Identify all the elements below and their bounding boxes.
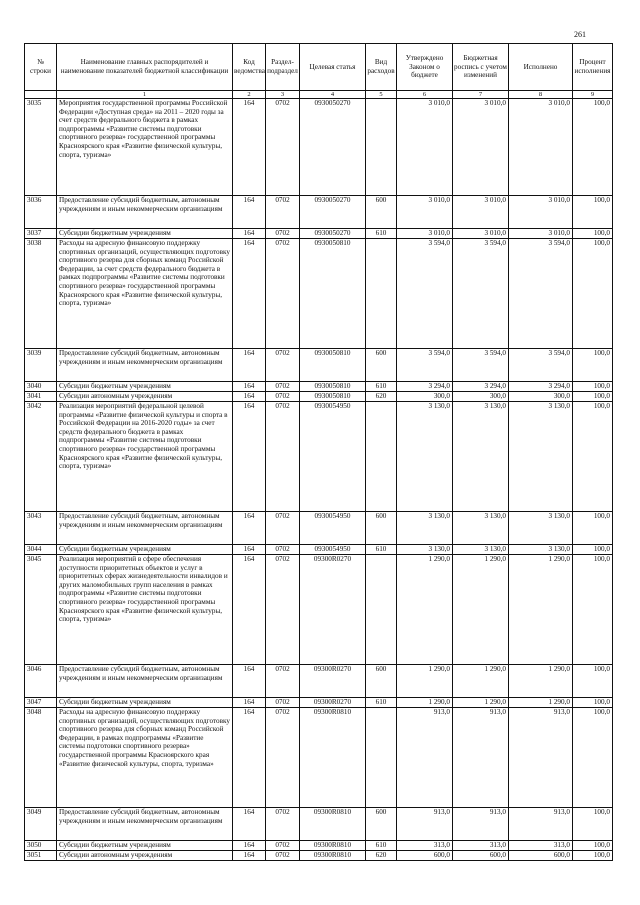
column-number: 8	[509, 91, 573, 99]
row-number: 3040	[25, 382, 57, 392]
executed-amount: 300,0	[509, 392, 573, 402]
expense-kind	[366, 99, 397, 196]
table-row	[25, 99, 613, 196]
section-code: 0702	[266, 841, 300, 851]
section-code: 0702	[266, 382, 300, 392]
executed-amount: 913,0	[509, 708, 573, 808]
executed-amount: 3 010,0	[509, 99, 573, 196]
budget-list-amount: 3 010,0	[453, 196, 509, 229]
approved-amount: 3 130,0	[397, 402, 453, 512]
header-executed: Исполнено	[509, 44, 573, 91]
table-row	[25, 708, 613, 808]
row-name: Субсидии автономным учреждениям	[57, 392, 233, 402]
table-body	[25, 99, 613, 861]
header-section: Раздел-подраздел	[266, 44, 300, 91]
execution-percent: 100,0	[573, 698, 613, 708]
approved-amount: 1 290,0	[397, 555, 453, 665]
execution-percent: 100,0	[573, 382, 613, 392]
executed-amount: 3 010,0	[509, 196, 573, 229]
expense-kind: 610	[366, 545, 397, 555]
target-article: 0930050270	[300, 229, 366, 239]
execution-percent: 100,0	[573, 239, 613, 349]
execution-percent: 100,0	[573, 851, 613, 861]
row-number: 3043	[25, 512, 57, 545]
section-code: 0702	[266, 698, 300, 708]
budget-list-amount: 313,0	[453, 841, 509, 851]
table-row	[25, 392, 613, 402]
target-article: 0930054950	[300, 512, 366, 545]
executed-amount: 3 594,0	[509, 239, 573, 349]
column-number: 1	[57, 91, 233, 99]
budget-list-amount: 3 594,0	[453, 349, 509, 382]
row-number: 3046	[25, 665, 57, 698]
budget-list-amount: 1 290,0	[453, 665, 509, 698]
table-row	[25, 545, 613, 555]
executed-amount: 1 290,0	[509, 698, 573, 708]
table-row	[25, 196, 613, 229]
department-code: 164	[233, 349, 266, 382]
executed-amount: 3 130,0	[509, 545, 573, 555]
target-article: 09300R0270	[300, 698, 366, 708]
column-number: 5	[366, 91, 397, 99]
budget-list-amount: 3 130,0	[453, 512, 509, 545]
expense-kind: 600	[366, 512, 397, 545]
department-code: 164	[233, 392, 266, 402]
row-name: Предоставление субсидий бюджетным, автономным учреждениям и иным некоммерческим организациям	[57, 665, 233, 698]
row-name: Реализация мероприятий в сфере обеспечения доступности приоритетных объектов и услуг в приоритетных сферах жизнедеятельности инвалидов и других маломобильных групп населения в рамках подпрограммы «Развитие системы подготовки спортивного резерва» государственной программы Красноярского края «Развитие физической культуры, спорта, туризма»	[57, 555, 233, 665]
section-code: 0702	[266, 402, 300, 512]
header-name: Наименование главных распорядителей и наименование показателей бюджетной классификации	[57, 44, 233, 91]
header-approved: Утверждено Законом о бюджете	[397, 44, 453, 91]
execution-percent: 100,0	[573, 402, 613, 512]
column-number: 7	[453, 91, 509, 99]
header-percent: Процент исполнения	[573, 44, 613, 91]
budget-list-amount: 3 594,0	[453, 239, 509, 349]
table-row	[25, 382, 613, 392]
expense-kind: 600	[366, 808, 397, 841]
row-name: Расходы на адресную финансовую поддержку спортивных организаций, осуществляющих подготовку спортивного резерва для сборных команд Российской Федерации, в рамках подпрограммы «Развитие системы подготовки спортивного резерва» государственной программы Красноярского края «Развитие физической культуры, спорта, туризма»	[57, 708, 233, 808]
header-expense-kind: Вид расходов	[366, 44, 397, 91]
expense-kind	[366, 402, 397, 512]
row-number: 3047	[25, 698, 57, 708]
department-code: 164	[233, 665, 266, 698]
row-number: 3037	[25, 229, 57, 239]
table-row	[25, 808, 613, 841]
row-number: 3045	[25, 555, 57, 665]
section-code: 0702	[266, 239, 300, 349]
row-name: Реализация мероприятий федеральной целевой программы «Развитие физической культуры и спорта в Российской Федерации на 2016-2020 годы» за счет средств федерального бюджета в рамках подпрограммы «Развитие системы подготовки спортивного резерва» государственной программы Красноярского края «Развитие физической культуры, спорта, туризма»	[57, 402, 233, 512]
executed-amount: 313,0	[509, 841, 573, 851]
execution-percent: 100,0	[573, 708, 613, 808]
executed-amount: 1 290,0	[509, 555, 573, 665]
row-number: 3051	[25, 851, 57, 861]
approved-amount: 3 594,0	[397, 239, 453, 349]
section-code: 0702	[266, 229, 300, 239]
target-article: 0930050810	[300, 239, 366, 349]
executed-amount: 3 130,0	[509, 402, 573, 512]
column-number: 2	[233, 91, 266, 99]
section-code: 0702	[266, 392, 300, 402]
row-number: 3042	[25, 402, 57, 512]
section-code: 0702	[266, 512, 300, 545]
approved-amount: 1 290,0	[397, 665, 453, 698]
target-article: 0930054950	[300, 545, 366, 555]
section-code: 0702	[266, 196, 300, 229]
approved-amount: 3 294,0	[397, 382, 453, 392]
row-name: Предоставление субсидий бюджетным, автономным учреждениям и иным некоммерческим организациям	[57, 808, 233, 841]
table-row	[25, 239, 613, 349]
expense-kind: 600	[366, 196, 397, 229]
target-article: 0930050810	[300, 349, 366, 382]
approved-amount: 3 010,0	[397, 196, 453, 229]
department-code: 164	[233, 229, 266, 239]
section-code: 0702	[266, 555, 300, 665]
approved-amount: 3 594,0	[397, 349, 453, 382]
target-article: 0930050810	[300, 382, 366, 392]
table-row	[25, 402, 613, 512]
execution-percent: 100,0	[573, 229, 613, 239]
row-number: 3036	[25, 196, 57, 229]
approved-amount: 3 130,0	[397, 545, 453, 555]
column-number: 4	[300, 91, 366, 99]
section-code: 0702	[266, 99, 300, 196]
expense-kind: 610	[366, 698, 397, 708]
table-row	[25, 698, 613, 708]
budget-list-amount: 3 130,0	[453, 545, 509, 555]
budget-execution-table	[24, 43, 613, 861]
department-code: 164	[233, 196, 266, 229]
target-article: 09300R0810	[300, 851, 366, 861]
budget-list-amount: 3 010,0	[453, 99, 509, 196]
expense-kind: 610	[366, 841, 397, 851]
table-row	[25, 555, 613, 665]
row-name: Субсидии бюджетным учреждениям	[57, 229, 233, 239]
budget-list-amount: 600,0	[453, 851, 509, 861]
row-name: Субсидии бюджетным учреждениям	[57, 698, 233, 708]
row-name: Мероприятия государственной программы Российской Федерации «Доступная среда» на 2011 – 2020 годы за счет средств федерального бюджета в рамках подпрограммы «Развитие системы подготовки спортивного резерва» государственной программы Красноярского края «Развитие физической культуры, спорта, туризма»	[57, 99, 233, 196]
row-number: 3035	[25, 99, 57, 196]
column-number: 3	[266, 91, 300, 99]
executed-amount: 600,0	[509, 851, 573, 861]
column-number: 6	[397, 91, 453, 99]
table-row	[25, 851, 613, 861]
section-code: 0702	[266, 851, 300, 861]
target-article: 09300R0270	[300, 555, 366, 665]
target-article: 0930050810	[300, 392, 366, 402]
budget-list-amount: 913,0	[453, 808, 509, 841]
department-code: 164	[233, 841, 266, 851]
department-code: 164	[233, 545, 266, 555]
approved-amount: 1 290,0	[397, 698, 453, 708]
row-name: Субсидии бюджетным учреждениям	[57, 841, 233, 851]
budget-list-amount: 300,0	[453, 392, 509, 402]
execution-percent: 100,0	[573, 808, 613, 841]
row-number: 3050	[25, 841, 57, 851]
execution-percent: 100,0	[573, 99, 613, 196]
row-name: Субсидии бюджетным учреждениям	[57, 545, 233, 555]
section-code: 0702	[266, 808, 300, 841]
table-row	[25, 229, 613, 239]
execution-percent: 100,0	[573, 555, 613, 665]
executed-amount: 913,0	[509, 808, 573, 841]
column-number	[25, 91, 57, 99]
execution-percent: 100,0	[573, 512, 613, 545]
expense-kind: 620	[366, 851, 397, 861]
budget-list-amount: 913,0	[453, 708, 509, 808]
table-row	[25, 841, 613, 851]
table-row	[25, 665, 613, 698]
approved-amount: 3 010,0	[397, 99, 453, 196]
target-article: 09300R0270	[300, 665, 366, 698]
expense-kind: 600	[366, 665, 397, 698]
section-code: 0702	[266, 349, 300, 382]
approved-amount: 600,0	[397, 851, 453, 861]
budget-list-amount: 3 294,0	[453, 382, 509, 392]
row-name: Расходы на адресную финансовую поддержку спортивных организаций, осуществляющих подготовку спортивного резерва для сборных команд Российской Федерации, за счет средств федерального бюджета в рамках подпрограммы «Развитие системы подготовки спортивного резерва» государственной программы Красноярского края «Развитие физической культуры, спорта, туризма»	[57, 239, 233, 349]
header-target-article: Целевая статья	[300, 44, 366, 91]
department-code: 164	[233, 555, 266, 665]
target-article: 0930054950	[300, 402, 366, 512]
target-article: 09300R0810	[300, 841, 366, 851]
executed-amount: 3 294,0	[509, 382, 573, 392]
execution-percent: 100,0	[573, 841, 613, 851]
header-row-number: № строки	[25, 44, 57, 91]
approved-amount: 3 130,0	[397, 512, 453, 545]
expense-kind	[366, 239, 397, 349]
target-article: 09300R0810	[300, 808, 366, 841]
table-header-row	[25, 44, 613, 91]
budget-list-amount: 3 130,0	[453, 402, 509, 512]
row-number: 3044	[25, 545, 57, 555]
header-budget-list: Бюджетная роспись с учетом изменений	[453, 44, 509, 91]
row-number: 3041	[25, 392, 57, 402]
approved-amount: 313,0	[397, 841, 453, 851]
page-number: 261	[574, 30, 586, 39]
execution-percent: 100,0	[573, 349, 613, 382]
department-code: 164	[233, 708, 266, 808]
row-name: Предоставление субсидий бюджетным, автономным учреждениям и иным некоммерческим организациям	[57, 349, 233, 382]
row-name: Предоставление субсидий бюджетным, автономным учреждениям и иным некоммерческим организациям	[57, 512, 233, 545]
department-code: 164	[233, 382, 266, 392]
column-number-row	[25, 91, 613, 99]
row-number: 3049	[25, 808, 57, 841]
expense-kind	[366, 708, 397, 808]
row-name: Предоставление субсидий бюджетным, автономным учреждениям и иным некоммерческим организациям	[57, 196, 233, 229]
row-number: 3039	[25, 349, 57, 382]
expense-kind: 610	[366, 229, 397, 239]
approved-amount: 913,0	[397, 808, 453, 841]
department-code: 164	[233, 698, 266, 708]
executed-amount: 3 594,0	[509, 349, 573, 382]
executed-amount: 3 010,0	[509, 229, 573, 239]
budget-list-amount: 1 290,0	[453, 555, 509, 665]
executed-amount: 1 290,0	[509, 665, 573, 698]
department-code: 164	[233, 402, 266, 512]
table-row	[25, 349, 613, 382]
department-code: 164	[233, 808, 266, 841]
column-number: 9	[573, 91, 613, 99]
table-row	[25, 512, 613, 545]
executed-amount: 3 130,0	[509, 512, 573, 545]
section-code: 0702	[266, 708, 300, 808]
execution-percent: 100,0	[573, 545, 613, 555]
department-code: 164	[233, 99, 266, 196]
department-code: 164	[233, 239, 266, 349]
expense-kind	[366, 555, 397, 665]
section-code: 0702	[266, 665, 300, 698]
row-number: 3038	[25, 239, 57, 349]
budget-list-amount: 1 290,0	[453, 698, 509, 708]
approved-amount: 3 010,0	[397, 229, 453, 239]
approved-amount: 913,0	[397, 708, 453, 808]
expense-kind: 600	[366, 349, 397, 382]
execution-percent: 100,0	[573, 665, 613, 698]
target-article: 0930050270	[300, 196, 366, 229]
row-number: 3048	[25, 708, 57, 808]
section-code: 0702	[266, 545, 300, 555]
header-department-code: Код ведомства	[233, 44, 266, 91]
target-article: 09300R0810	[300, 708, 366, 808]
expense-kind: 610	[366, 382, 397, 392]
execution-percent: 100,0	[573, 196, 613, 229]
department-code: 164	[233, 851, 266, 861]
execution-percent: 100,0	[573, 392, 613, 402]
expense-kind: 620	[366, 392, 397, 402]
department-code: 164	[233, 512, 266, 545]
row-name: Субсидии бюджетным учреждениям	[57, 382, 233, 392]
target-article: 0930050270	[300, 99, 366, 196]
budget-list-amount: 3 010,0	[453, 229, 509, 239]
approved-amount: 300,0	[397, 392, 453, 402]
row-name: Субсидии автономным учреждениям	[57, 851, 233, 861]
